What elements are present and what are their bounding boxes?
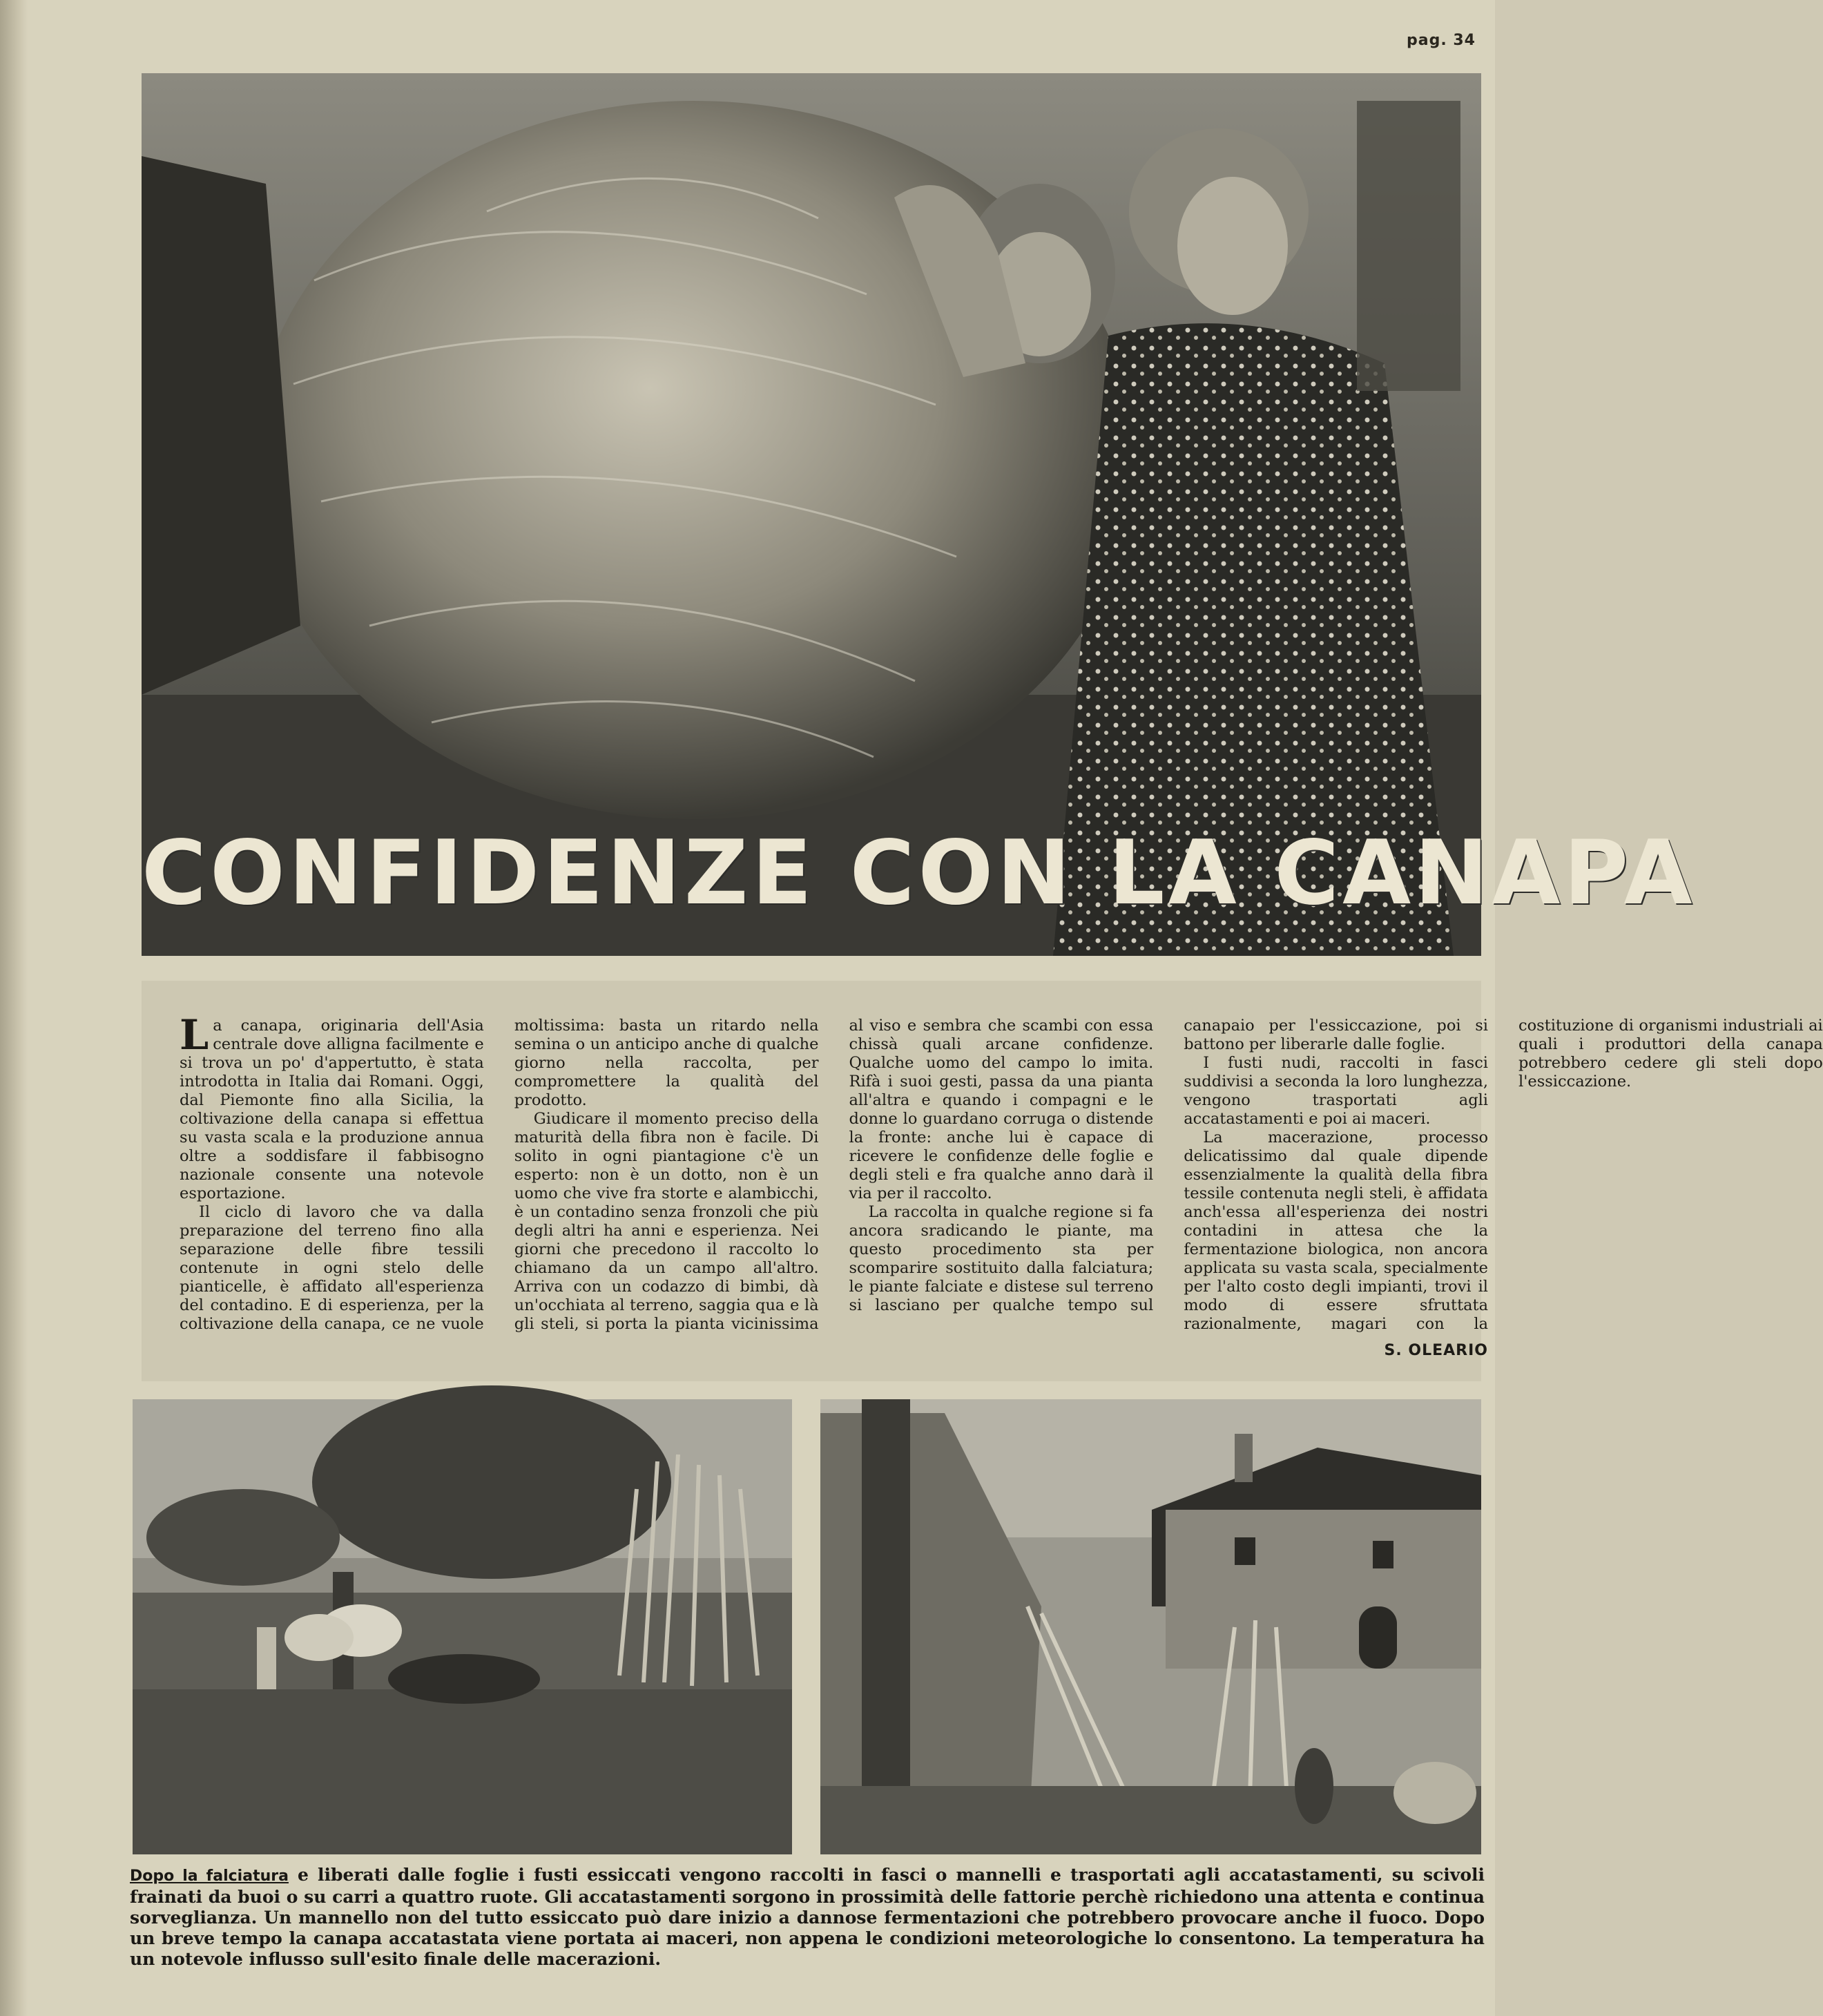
page-binding-edge <box>0 0 28 2016</box>
page-number: pag. 34 <box>1407 32 1476 49</box>
photo-oxen-image <box>133 1399 792 1854</box>
article-paragraph: Giudicare il momento preciso della maturità della fibra non è facile. Di solito in ogni piantagione c'è un esperto: non è un dotto, non è un uomo che vive fra storte e alambicchi, è un contadino senza fronzoli che più degli altri ha anni e esperienza. Nei giorni che precedono il raccolto lo chiamano da un campo all'altro. Arriva con un codazzo di bimbi, dà un'occhiata al terreno, saggia qua e là gli steli, si porta la pianta vicinissima al viso e sembra che scambi con essa chissà quali arcane confidenze. Qualche uomo del campo lo imita. Rifà i suoi gesti, passa da una pianta all'altra e quando i compagni e le donne lo guardano corruga o distende la fronte: anche lui è capace di ricevere le confidenze delle foglie e degli steli e fra qualche anno darà il via per il raccolto. <box>514 1017 1154 1333</box>
article-body <box>180 1011 1823 1334</box>
article-paragraph <box>180 1011 484 1203</box>
photo-farmhouse-image <box>820 1399 1481 1854</box>
article-first-paragraph-text: a canapa, originaria dell'Asia centrale dove alligna facilmente e si trova un po' d'appertutto, è stata introdotta in Italia dai Romani. Oggi, dal Piemonte fino alla Sicilia, la coltivazione della canapa si effettua su vasta scala e la produzione annua oltre a soddisfare il fabbisogno nazionale consente una notevole esportazione. <box>180 1017 484 1202</box>
article-paragraph: I fusti nudi, raccolti in fasci suddivisi a seconda la loro lunghezza, vengono trasportati agli accatastamenti e poi ai maceri. <box>1184 1054 1488 1128</box>
article-paragraph: La raccolta in qualche regione si fa ancora sradicando le piante, ma questo procedimento sta per scomparire sostituito dalla falciatura; le piante falciate e distese sul terreno si lasciano per qualche tempo sul canapaio per l'essiccazione, poi si battono per liberarle dalle foglie. <box>849 1017 1488 1314</box>
article-paragraph: La macerazione, processo delicatissimo dal quale dipende essenzialmente la qualità della fibra tessile contenuta negli steli, è affidata anch'essa all'esperienza dei nostri contadini in attesa che la fermentazione biologica, non ancora applicata su vasta scala, specialmente per l'alto costo degli impianti, trovi il modo di essere sfruttata razionalmente, magari con la costituzione di organismi industriali ai quali i produttori della canapa potrebbero cedere gli steli dopo l'essiccazione. <box>1184 1017 1823 1333</box>
caption-lead: Dopo la falciatura <box>130 1868 289 1885</box>
photo-hemp-stacking-farmhouse <box>820 1399 1481 1854</box>
drop-cap: L <box>180 1011 209 1059</box>
photo-oxen-dragging-hemp <box>133 1399 792 1854</box>
photo-caption <box>130 1865 1485 1970</box>
caption-text: e liberati dalle foglie i fusti essiccati vengono raccolti in fasci o mannelli e trasportati agli accatastamenti, su scivoli frainati da buoi o su carri a quattro ruote. Gli accatastamenti sorgono in prossimità delle fattorie perchè richiedono una attenta e continua sorveglianza. Un mannello non del tutto essiccato può dare inizio a dannose fermentazioni che potrebbero provocare anche il fuoco. Dopo un breve tempo la canapa accatastata viene portata ai maceri, non appena le condizioni meteorologiche lo consentono. La temperatura ha un notevole influsso sull'esito finale delle macerazioni. <box>130 1865 1485 1969</box>
article-paragraph: Il ciclo di lavoro che va dalla preparazione del terreno fino alla separazione delle fibre tessili contenute in ogni stelo delle pianticelle, è affidato all'esperienza del contadino. E di esperienza, per la coltivazione della canapa, ce ne vuole moltissima: basta un ritardo nella semina o un anticipo anche di qualche giorno nella raccolta, per compromettere la qualità del prodotto. <box>180 1017 819 1333</box>
author-signature: S. OLEARIO <box>1384 1342 1488 1359</box>
headline: CONFIDENZE CON LA CANAPA <box>142 822 1696 925</box>
